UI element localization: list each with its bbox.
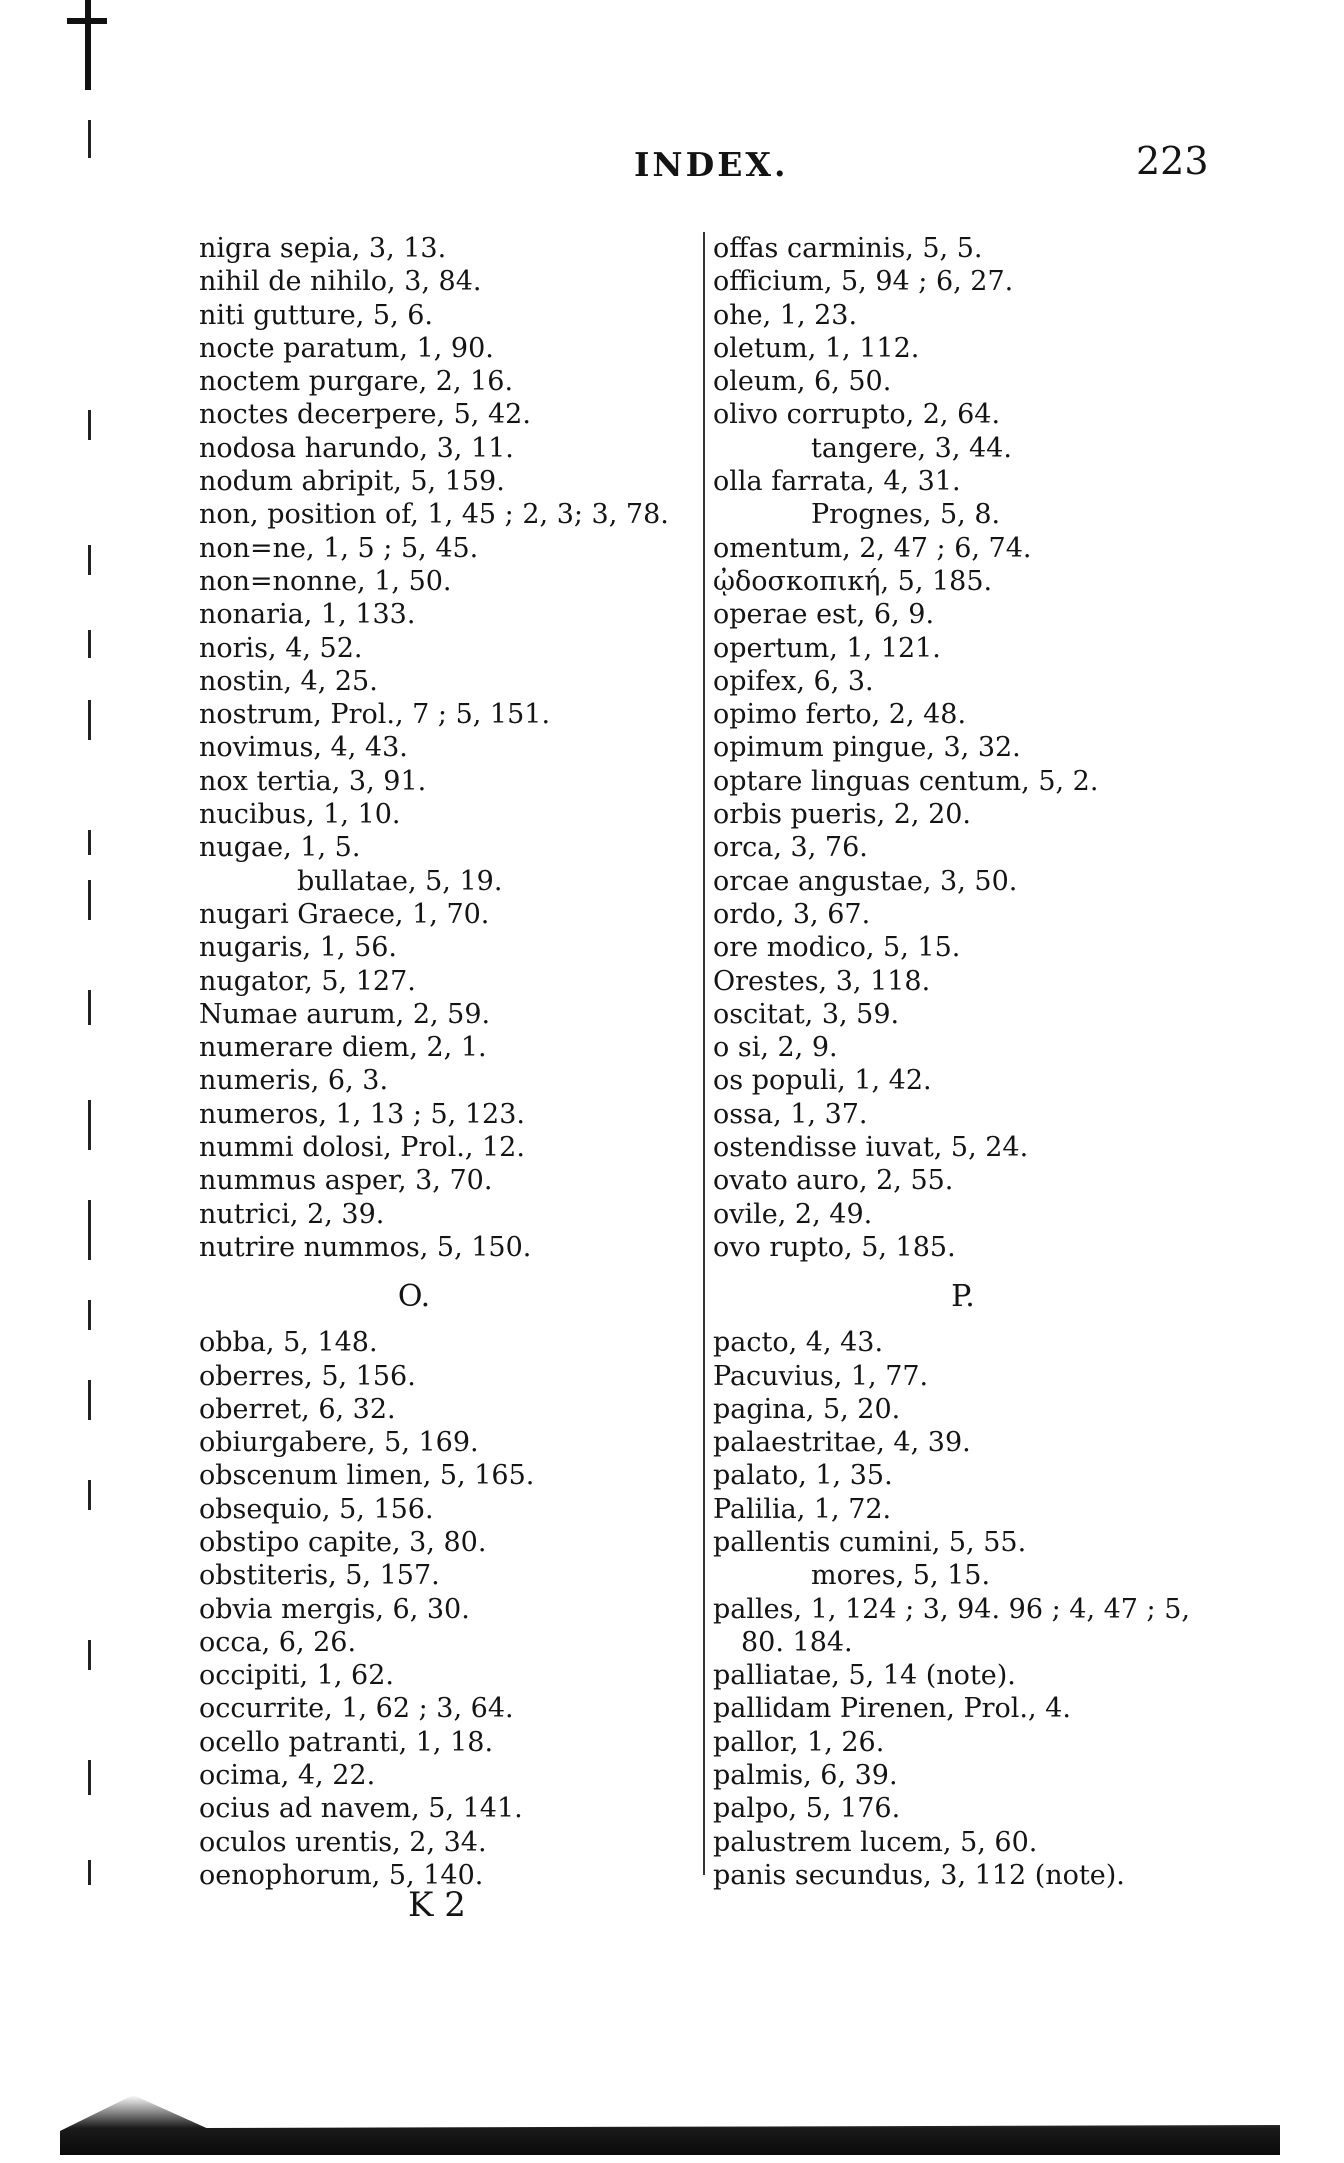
index-entry: palaestritae, 4, 39. [713, 1427, 971, 1459]
index-entry: oculos urentis, 2, 34. [199, 1826, 487, 1858]
index-entry: officium, 5, 94 ; 6, 27. [713, 266, 1014, 298]
entries-o [199, 1326, 669, 1892]
index-entry: occipiti, 1, 62. [199, 1660, 394, 1692]
index-entry: occurrite, 1, 62 ; 3, 64. [199, 1693, 514, 1725]
index-entry: niti gutture, 5, 6. [199, 299, 434, 331]
index-entry: operae est, 6, 9. [713, 599, 935, 631]
index-entry: orbis pueris, 2, 20. [713, 799, 972, 831]
index-entry: occa, 6, 26. [199, 1626, 357, 1658]
index-entry: nugari Graece, 1, 70. [199, 898, 490, 930]
index-entry: pacto, 4, 43. [713, 1327, 884, 1359]
index-entry: Orestes, 3, 118. [713, 965, 931, 997]
index-entry: ohe, 1, 23. [713, 299, 858, 331]
index-entry: pallidam Pirenen, Prol., 4. [713, 1693, 1071, 1725]
index-entry: ᾠδοσκοπική, 5, 185. [713, 565, 993, 597]
index-entry: olivo corrupto, 2, 64. [713, 399, 1001, 431]
index-entry: o si, 2, 9. [713, 1032, 838, 1064]
index-entry: ordo, 3, 67. [713, 898, 871, 930]
index-entry: offas carminis, 5, 5. [713, 233, 983, 264]
column-rule [703, 232, 705, 1875]
index-entry: ovato auro, 2, 55. [713, 1165, 954, 1197]
index-column-right [713, 232, 1213, 1892]
index-entry: ocima, 4, 22. [199, 1760, 376, 1792]
index-entry: obscenum limen, 5, 165. [199, 1460, 535, 1492]
index-entry: optare linguas centum, 5, 2. [713, 765, 1099, 797]
index-entry: non=ne, 1, 5 ; 5, 45. [199, 532, 479, 564]
index-entry: tangere, 3, 44. [811, 432, 1012, 464]
index-entry: numeros, 1, 13 ; 5, 123. [199, 1098, 525, 1130]
index-entry: orca, 3, 76. [713, 832, 868, 864]
entries-p [713, 1326, 1213, 1892]
page-header [0, 139, 1344, 195]
index-entry: non, position of, 1, 45 ; 2, 3; 3, 78. [199, 499, 669, 531]
index-entry: Pacuvius, 1, 77. [713, 1360, 929, 1392]
index-entry: noctes decerpere, 5, 42. [199, 399, 531, 431]
index-entry: nummus asper, 3, 70. [199, 1165, 493, 1197]
index-entry: noctem purgare, 2, 16. [199, 366, 514, 398]
index-entry: nostin, 4, 25. [199, 665, 378, 697]
index-entry: mores, 5, 15. [811, 1560, 991, 1592]
signature-mark: K 2 [408, 1885, 466, 1925]
index-entry: numerare diem, 2, 1. [199, 1032, 487, 1064]
letter-heading-p: P. [951, 1279, 975, 1315]
index-entry: noris, 4, 52. [199, 632, 363, 664]
entries-o-continued [713, 232, 1213, 1264]
index-entry: obiurgabere, 5, 169. [199, 1427, 479, 1459]
index-entry: nigra sepia, 3, 13. [199, 233, 447, 264]
index-entry: pallor, 1, 26. [713, 1726, 885, 1758]
index-entry: obsequio, 5, 156. [199, 1493, 434, 1525]
index-entry: nugae, 1, 5. [199, 832, 361, 864]
index-entry: obstiteris, 5, 157. [199, 1560, 440, 1592]
index-entry: nostrum, Prol., 7 ; 5, 151. [199, 699, 551, 731]
letter-heading-o: O. [397, 1279, 431, 1315]
index-entry: pagina, 5, 20. [713, 1393, 901, 1425]
index-entry: palustrem lucem, 5, 60. [713, 1826, 1038, 1858]
index-entry: nummi dolosi, Prol., 12. [199, 1132, 525, 1164]
index-entry: nutrici, 2, 39. [199, 1198, 385, 1230]
index-entry: opifex, 6, 3. [713, 665, 874, 697]
index-entry: nucibus, 1, 10. [199, 799, 401, 831]
index-entry: ovo rupto, 5, 185. [713, 1231, 956, 1263]
index-entry: nugator, 5, 127. [199, 965, 416, 997]
index-entry: oberres, 5, 156. [199, 1360, 416, 1392]
index-entry: non=nonne, 1, 50. [199, 565, 452, 597]
index-entry: ocius ad navem, 5, 141. [199, 1793, 523, 1825]
entries-n [199, 232, 669, 1264]
index-entry: obvia mergis, 6, 30. [199, 1593, 470, 1625]
binding-mark [85, 0, 91, 90]
index-entry: palato, 1, 35. [713, 1460, 893, 1492]
index-entry: panis secundus, 3, 112 (note). [713, 1859, 1125, 1891]
index-entry: opimo ferto, 2, 48. [713, 699, 967, 731]
index-entry: os populi, 1, 42. [713, 1065, 932, 1097]
index-entry: nodum abripit, 5, 159. [199, 466, 505, 498]
index-entry: ore modico, 5, 15. [713, 932, 961, 964]
index-entry: oscitat, 3, 59. [713, 998, 900, 1030]
index-entry: omentum, 2, 47 ; 6, 74. [713, 532, 1032, 564]
page-number: 223 [1136, 139, 1209, 183]
index-entry: ossa, 1, 37. [713, 1098, 868, 1130]
index-entry: palles, 1, 124 ; 3, 94. 96 ; 4, 47 ; 5, [713, 1593, 1190, 1625]
index-entry: nocte paratum, 1, 90. [199, 332, 494, 364]
index-entry: ocello patranti, 1, 18. [199, 1726, 494, 1758]
index-entry: 80. 184. [741, 1626, 853, 1658]
index-entry: Numae aurum, 2, 59. [199, 998, 491, 1030]
index-entry: oletum, 1, 112. [713, 332, 920, 364]
index-entry: oleum, 6, 50. [713, 366, 892, 398]
index-entry: palpo, 5, 176. [713, 1793, 901, 1825]
index-entry: bullatae, 5, 19. [297, 865, 503, 897]
index-entry: orcae angustae, 3, 50. [713, 865, 1018, 897]
index-entry: olla farrata, 4, 31. [713, 466, 961, 498]
page-edge-shadow [60, 2095, 1280, 2155]
index-entry: obstipo capite, 3, 80. [199, 1526, 487, 1558]
index-entry: ostendisse iuvat, 5, 24. [713, 1132, 1029, 1164]
index-entry: opertum, 1, 121. [713, 632, 941, 664]
index-entry: nihil de nihilo, 3, 84. [199, 266, 482, 298]
index-entry: opimum pingue, 3, 32. [713, 732, 1021, 764]
index-entry: oberret, 6, 32. [199, 1393, 396, 1425]
index-entry: palliatae, 5, 14 (note). [713, 1660, 1016, 1692]
index-entry: Palilia, 1, 72. [713, 1493, 892, 1525]
index-entry: oenophorum, 5, 140. [199, 1859, 484, 1891]
index-entry: obba, 5, 148. [199, 1327, 378, 1359]
index-entry: ovile, 2, 49. [713, 1198, 873, 1230]
index-entry: nutrire nummos, 5, 150. [199, 1231, 532, 1263]
index-entry: nugaris, 1, 56. [199, 932, 398, 964]
index-column-left [199, 232, 669, 1892]
index-entry: nox tertia, 3, 91. [199, 765, 427, 797]
index-entry: nonaria, 1, 133. [199, 599, 416, 631]
running-title: INDEX. [634, 145, 789, 184]
index-entry: pallentis cumini, 5, 55. [713, 1526, 1027, 1558]
index-entry: numeris, 6, 3. [199, 1065, 389, 1097]
index-entry: Prognes, 5, 8. [811, 499, 1001, 531]
index-entry: nodosa harundo, 3, 11. [199, 432, 514, 464]
index-entry: palmis, 6, 39. [713, 1760, 898, 1792]
index-entry: novimus, 4, 43. [199, 732, 408, 764]
